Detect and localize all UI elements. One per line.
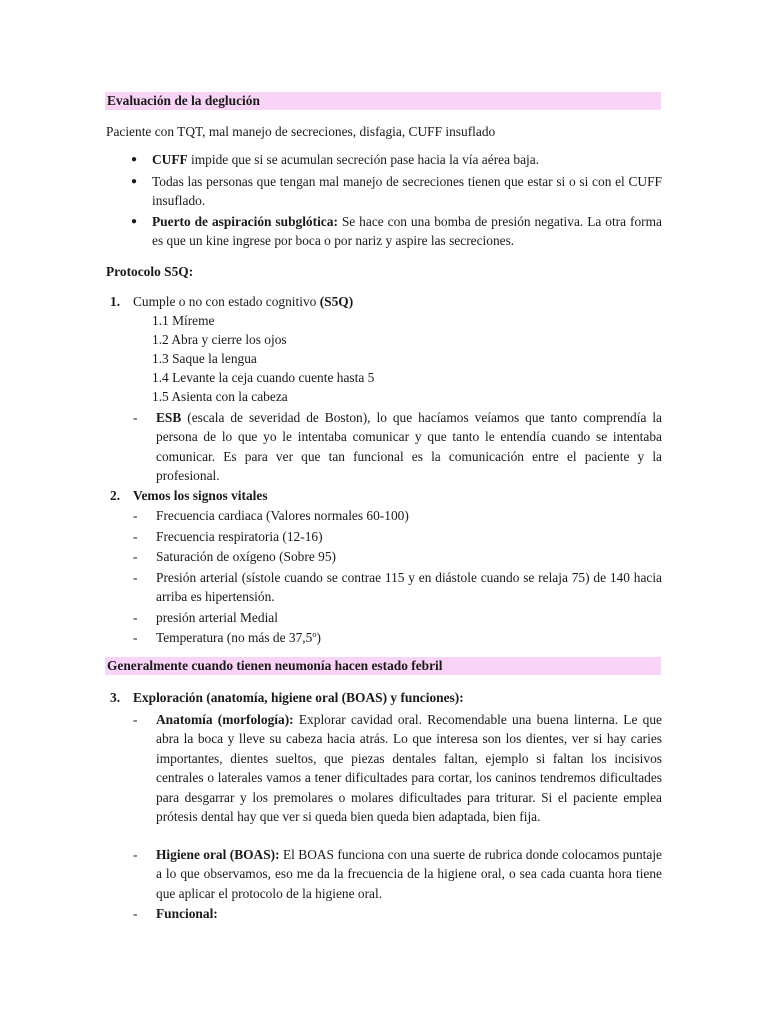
dash-marker: -: [133, 906, 138, 921]
intro-text: Paciente con TQT, mal manejo de secreciones, disfagia, CUFF insuflado: [106, 124, 496, 139]
step-text: Exploración (anatomía, higiene oral (BOAS) y funciones):: [133, 690, 464, 705]
sub-item: 1.5 Asienta con la cabeza: [152, 389, 288, 404]
dash-marker: -: [133, 847, 138, 862]
bullet-icon: ●: [131, 154, 138, 165]
dash-marker: -: [133, 570, 138, 585]
bullet-item: CUFF impide que si se acumulan secreción pase hacia la vía aérea baja.: [152, 152, 540, 167]
sub-item: 1.1 Míreme: [152, 313, 215, 328]
step-text: Cumple o no con estado cognitivo (S5Q): [133, 294, 354, 309]
sub-item: 1.4 Levante la ceja cuando cuente hasta 5: [152, 370, 375, 385]
bullet-item: Puerto de aspiración subglótica: Se hace con una bomba de presión negativa. La otra forma es que un kine ingrese por boca o por nariz y aspire las secreciones.: [152, 214, 662, 249]
sub-item: 1.2 Abra y cierre los ojos: [152, 332, 287, 347]
sub-item: 1.3 Saque la lengua: [152, 351, 257, 366]
step-number: 1.: [110, 294, 121, 309]
step-number: 2.: [110, 488, 121, 503]
vital-sign-item: Presión arterial (sístole cuando se contrae 115 y en diástole cuando se relaja 75) de 140 hacia arriba es hipertensión.: [156, 570, 662, 605]
dash-marker: -: [133, 410, 138, 425]
step-number: 3.: [110, 690, 121, 705]
section-title: Evaluación de la deglución: [105, 92, 661, 110]
bullet-icon: ●: [131, 216, 138, 227]
bullet-item: Todas las personas que tengan mal manejo de secreciones tienen que estar si o si con el CUFF insuflado.: [152, 174, 662, 209]
dash-marker: -: [133, 549, 138, 564]
protocol-heading: Protocolo S5Q:: [106, 264, 194, 279]
dash-marker: -: [133, 610, 138, 625]
anatomy-paragraph: Anatomía (morfología): Explorar cavidad oral. Recomendable una buena linterna. Le que abra la boca y lleve su cabeza hacia atrás. Lo que interesa son los dientes, ver si hay caries importantes, dientes sueltos, que piezas dentales faltan, ejemplo si faltan los incisivos centrales o laterales vamos a tener dificultades para cortar, los caninos tendremos dificultades para desgarrar y los premolares o molares dificultades para triturar. Si el paciente emplea prótesis dental hay que ver si queda bien queda bien adaptada, bien fija.: [156, 712, 662, 825]
dash-marker: -: [133, 630, 138, 645]
vital-sign-item: Saturación de oxígeno (Sobre 95): [156, 549, 336, 564]
step-text: Vemos los signos vitales: [133, 488, 268, 503]
vital-sign-item: Frecuencia respiratoria (12-16): [156, 529, 323, 544]
dash-marker: -: [133, 529, 138, 544]
vital-sign-item: Frecuencia cardiaca (Valores normales 60-100): [156, 508, 409, 523]
vital-sign-item: Temperatura (no más de 37,5º): [156, 630, 321, 645]
bullet-icon: ●: [131, 176, 138, 187]
esb-paragraph: ESB (escala de severidad de Boston), lo que hacíamos veíamos que tanto comprendía la persona de lo que yo le intentaba comunicar y que tanto le entendía cuando se intentaba comunicar. Es para ver que tan funcional es la comunicación entre el paciente y la profesional.: [156, 410, 662, 484]
functional-label: Funcional:: [156, 906, 218, 921]
dash-marker: -: [133, 712, 138, 727]
dash-marker: -: [133, 508, 138, 523]
vital-sign-item: presión arterial Medial: [156, 610, 278, 625]
hygiene-paragraph: Higiene oral (BOAS): El BOAS funciona con una suerte de rubrica donde colocamos puntaje a lo que observamos, eso me da la frecuencia de la higiene oral, o sea cada cuanta hora tiene que aplicar el protocolo de la higiene oral.: [156, 847, 662, 901]
fever-note: Generalmente cuando tienen neumonía hacen estado febril: [105, 657, 661, 675]
